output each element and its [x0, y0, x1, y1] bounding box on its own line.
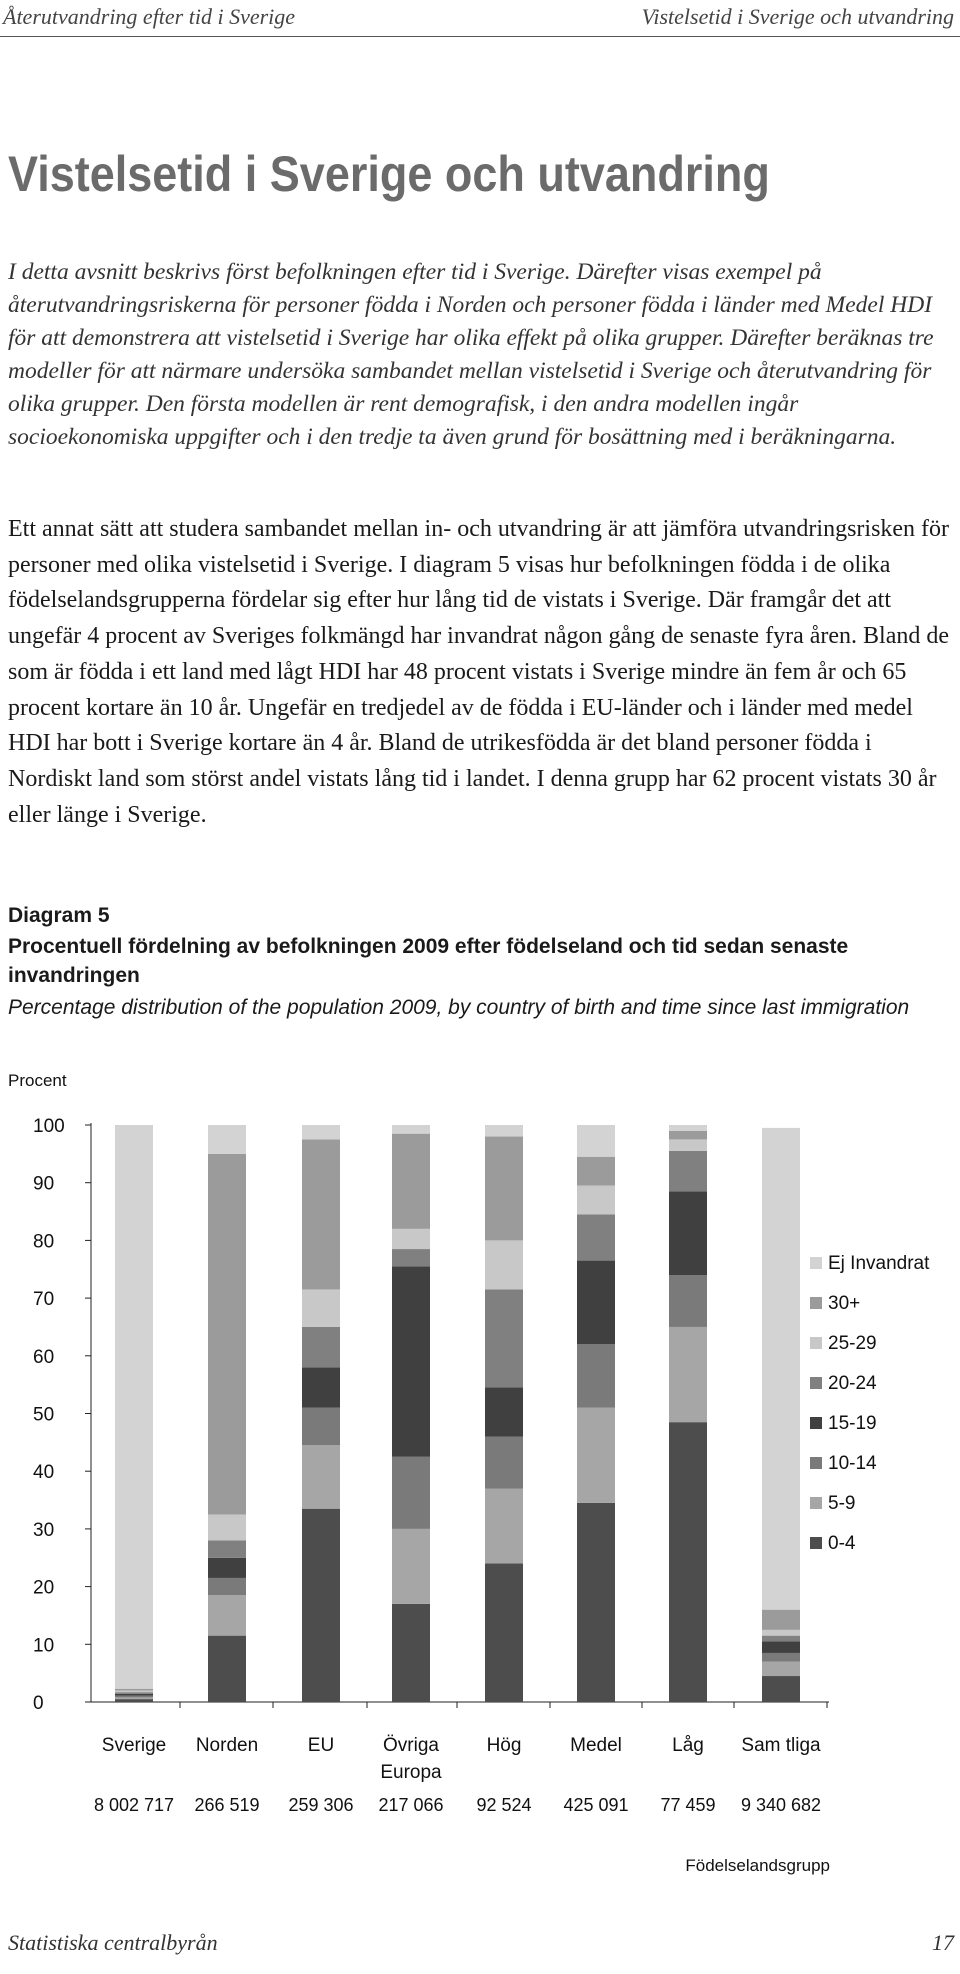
- running-header: [0, 0, 960, 37]
- bar-segment: [208, 1154, 246, 1515]
- bar-segment: [762, 1641, 800, 1653]
- bar-segment: [208, 1578, 246, 1595]
- x-tick-label: Norden: [195, 1735, 259, 1756]
- bar-segment: [669, 1151, 707, 1191]
- bar-segment: [392, 1604, 430, 1702]
- bar-segment: [762, 1630, 800, 1636]
- bar-segment: [577, 1408, 615, 1503]
- bar-segment: [669, 1139, 707, 1151]
- bar-total-label: 217 066: [378, 1795, 444, 1815]
- diagram-subtitle: Percentage distribution of the population 2009, by country of birth and time since last immigration: [8, 996, 910, 1019]
- bar-segment: [115, 1694, 153, 1696]
- bar-segment: [485, 1289, 523, 1387]
- bar-segment: [485, 1137, 523, 1241]
- bar-segment: [208, 1595, 246, 1635]
- legend-swatch: [810, 1337, 822, 1349]
- x-tick-label: Europa: [380, 1762, 442, 1783]
- y-tick-label: 90: [33, 1173, 55, 1195]
- bar-segment: [485, 1437, 523, 1489]
- bar-segment: [762, 1676, 800, 1702]
- stacked-bar-chart: [0, 1040, 960, 1890]
- bar-segment: [669, 1422, 707, 1702]
- bar-segment: [392, 1266, 430, 1456]
- y-tick-label: 60: [33, 1346, 55, 1368]
- bar-segment: [208, 1540, 246, 1557]
- x-tick-label: Hög: [486, 1735, 522, 1756]
- legend-swatch: [810, 1297, 822, 1309]
- bar-segment: [669, 1131, 707, 1140]
- legend-swatch: [810, 1537, 822, 1549]
- legend-swatch: [810, 1257, 822, 1269]
- legend-label: 20-24: [828, 1373, 877, 1394]
- bar-segment: [577, 1214, 615, 1260]
- legend-label: 25-29: [828, 1333, 877, 1354]
- y-tick-label: 0: [33, 1693, 44, 1714]
- bar-segment: [485, 1564, 523, 1702]
- bar-segment: [392, 1529, 430, 1604]
- legend-label: 10-14: [828, 1453, 877, 1474]
- bar-total-label: 8 002 717: [93, 1795, 175, 1815]
- bar-segment: [115, 1690, 153, 1692]
- bar-segment: [302, 1367, 340, 1407]
- legend-label: 5-9: [828, 1493, 856, 1514]
- bar-segment: [302, 1445, 340, 1508]
- legend-label: Ej Invandrat: [828, 1253, 930, 1274]
- page-number: 17: [932, 1930, 954, 1955]
- bar-segment: [577, 1186, 615, 1215]
- bar-segment: [115, 1699, 153, 1702]
- bar-segment: [392, 1229, 430, 1249]
- bar-segment: [302, 1289, 340, 1327]
- y-tick-label: 100: [33, 1116, 65, 1137]
- bar-segment: [302, 1125, 340, 1139]
- footer-publisher: Statistiska centralbyrån: [8, 1930, 218, 1955]
- y-tick-label: 20: [33, 1577, 55, 1599]
- bar-segment: [115, 1689, 153, 1691]
- bar-segment: [762, 1128, 800, 1610]
- bar-segment: [392, 1249, 430, 1266]
- x-tick-label: Låg: [672, 1735, 704, 1756]
- legend-swatch: [810, 1497, 822, 1509]
- bar-total-label: 77 459: [660, 1795, 716, 1815]
- x-tick-label: EU: [307, 1735, 335, 1756]
- bar-segment: [762, 1636, 800, 1642]
- x-tick-label: Medel: [570, 1735, 622, 1756]
- bar-segment: [115, 1692, 153, 1694]
- intro-paragraph: I detta avsnitt beskrivs först befolkningen efter tid i Sverige. Därefter visas exempel på återutvandringsriskerna för personer födda i Norden och personer födda i länder med Medel HDI för att demonstrera att vistelsetid i Sverige har olika effekt på olika grupper. Därefter beräknas tre modeller för att närmare undersöka sambandet mellan vistelsetid i Sverige och återutvandring för olika grupper. Den första modellen är rent demografisk, i den andra modellen ingår socioekonomiska uppgifter och i den tredje ta även grund för bosättning med i beräkningarna.: [8, 259, 934, 450]
- bar-segment: [208, 1636, 246, 1702]
- bar-segment: [669, 1191, 707, 1275]
- bar-total-label: 266 519: [194, 1795, 260, 1815]
- bar-total-label: 9 340 682: [740, 1795, 822, 1815]
- bar-total-label: 92 524: [476, 1795, 532, 1815]
- bar-segment: [577, 1157, 615, 1186]
- bar-segment: [115, 1697, 153, 1699]
- bar-segment: [577, 1503, 615, 1702]
- bar-segment: [669, 1275, 707, 1327]
- y-tick-label: 70: [33, 1289, 55, 1311]
- y-tick-label: 10: [33, 1635, 55, 1657]
- bar-segment: [577, 1344, 615, 1407]
- diagram-title: Procentuell fördelning av befolkningen 2009 efter födelseland och tid sedan senaste invandringen: [8, 935, 849, 987]
- bar-segment: [208, 1514, 246, 1540]
- bar-segment: [485, 1240, 523, 1289]
- bar-segment: [208, 1125, 246, 1154]
- header-right: Vistelsetid i Sverige och utvandring: [641, 4, 954, 29]
- bar-segment: [577, 1125, 615, 1157]
- bar-segment: [302, 1139, 340, 1289]
- bar-segment: [577, 1261, 615, 1345]
- bar-segment: [762, 1662, 800, 1676]
- diagram-label: Diagram 5: [8, 904, 110, 927]
- bar-segment: [485, 1388, 523, 1437]
- bar-segment: [392, 1125, 430, 1134]
- bar-segment: [392, 1457, 430, 1529]
- legend-swatch: [810, 1457, 822, 1469]
- legend-swatch: [810, 1377, 822, 1389]
- bar-total-label: 259 306: [288, 1795, 354, 1815]
- y-axis-title: Procent: [8, 1071, 67, 1090]
- bar-segment: [485, 1489, 523, 1564]
- legend-swatch: [810, 1417, 822, 1429]
- legend-label: 0-4: [828, 1533, 856, 1554]
- bar-segment: [208, 1558, 246, 1578]
- bar-total-label: 425 091: [563, 1795, 629, 1815]
- bar-segment: [302, 1327, 340, 1367]
- body-paragraph: Ett annat sätt att studera sambandet mellan in- och utvandring är att jämföra utvandringsrisken för personer med olika vistelsetid i Sverige. I diagram 5 visas hur befolkningen födda i de olika födelselandsgrupperna fördelar sig efter hur lång tid de vistats i Sverige. Där framgår det att ungefär 4 procent av Sveriges folkmängd har invandrat någon gång de senaste fyra åren. Bland de som är födda i ett land med lågt HDI har 48 procent vistats i Sverige mindre än fem år och 65 procent kortare än 10 år. Ungefär en tredjedel av de födda i EU-länder och i länder med medel HDI har bott i Sverige kortare än 4 år. Bland de utrikesfödda är det bland personer födda i Nordiskt land som störst andel vistats lång tid i landet. I denna grupp har 62 procent vistats 30 år eller länge i Sverige.: [8, 516, 950, 828]
- bar-segment: [669, 1327, 707, 1422]
- y-tick-label: 50: [33, 1404, 55, 1426]
- bar-segment: [762, 1610, 800, 1630]
- bar-segment: [762, 1653, 800, 1662]
- section-title: Vistelsetid i Sverige och utvandring: [8, 146, 770, 202]
- bar-segment: [115, 1696, 153, 1698]
- x-tick-label: Övriga: [383, 1735, 439, 1756]
- x-axis-title: Födelselandsgrupp: [685, 1856, 830, 1875]
- legend-label: 15-19: [828, 1413, 877, 1434]
- header-left: Återutvandring efter tid i Sverige: [3, 4, 296, 29]
- bar-segment: [115, 1125, 153, 1689]
- y-tick-label: 40: [33, 1462, 55, 1484]
- bar-segment: [485, 1125, 523, 1137]
- x-tick-label: Sverige: [101, 1735, 167, 1756]
- bar-segment: [302, 1408, 340, 1446]
- x-tick-label: Sam tliga: [741, 1735, 821, 1756]
- legend-label: 30+: [828, 1293, 861, 1314]
- y-tick-label: 80: [33, 1231, 55, 1253]
- bar-segment: [302, 1509, 340, 1702]
- y-tick-label: 30: [33, 1519, 55, 1541]
- bar-segment: [669, 1125, 707, 1131]
- bar-segment: [392, 1134, 430, 1229]
